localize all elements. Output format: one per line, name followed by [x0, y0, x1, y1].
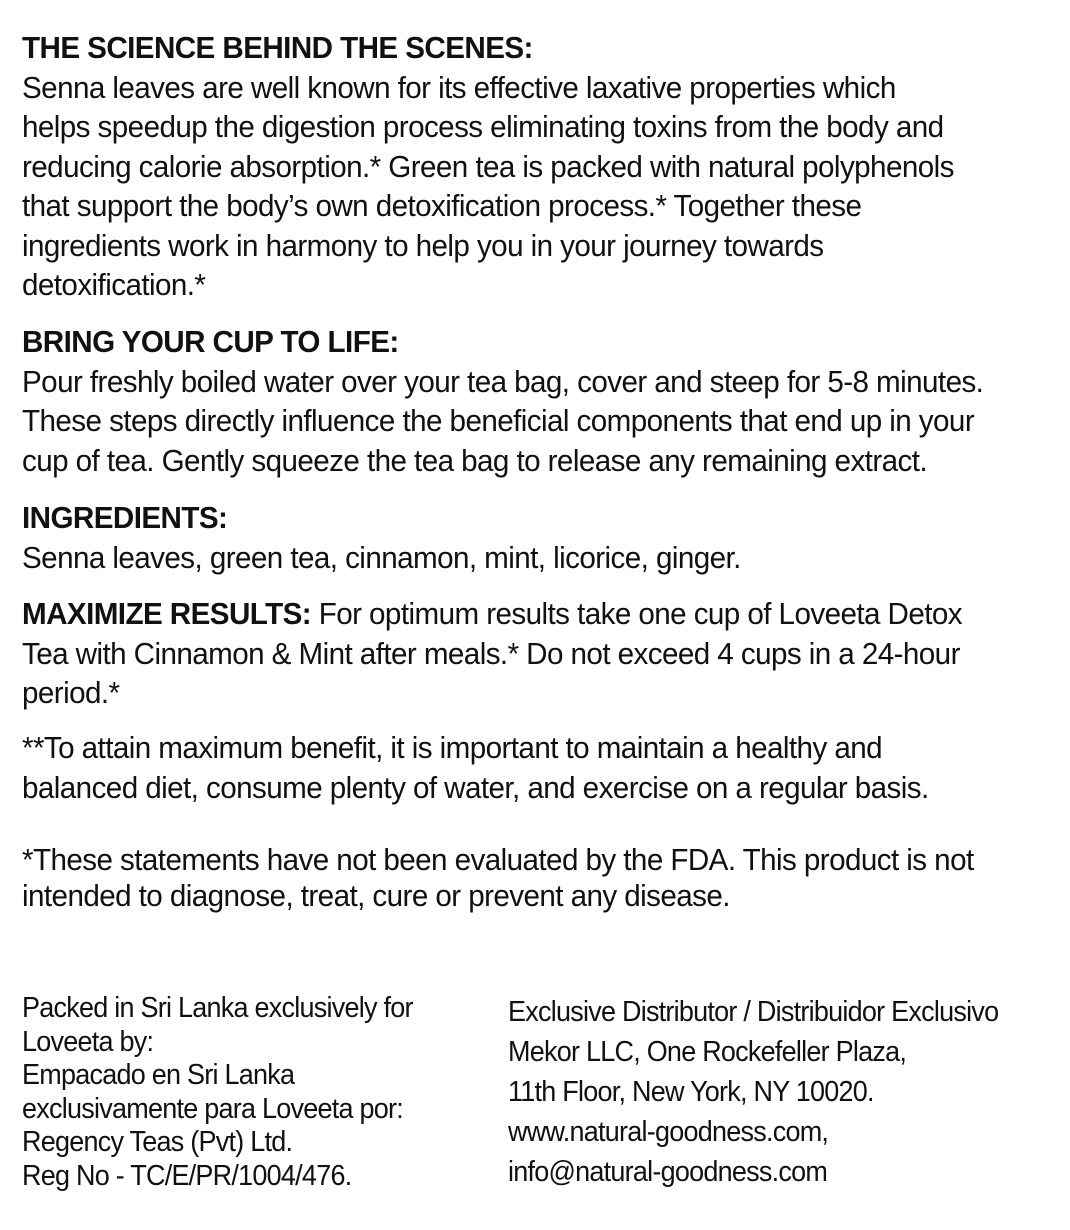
fda-disclaimer [22, 842, 1053, 914]
note-line: balanced diet, consume plenty of water, and exercise on a regular basis. [22, 769, 929, 805]
science-line: ingredients work in harmony to help you in your journey towards [22, 227, 824, 263]
distributor-line: Exclusive Distributor / Distribuidor Exclusivo [508, 996, 999, 1028]
packed-line: exclusivamente para Loveeta por: [22, 1092, 403, 1125]
distributor-line: Mekor LLC, One Rockefeller Plaza, [508, 1036, 907, 1068]
benefit-note [22, 728, 1053, 807]
science-line: that support the body’s own detoxification process.* Together these [22, 188, 862, 223]
science-heading: THE SCIENCE BEHIND THE SCENES: [22, 30, 533, 65]
brew-line: These steps directly influence the beneficial components that end up in your [22, 403, 975, 438]
science-line: detoxification.* [22, 267, 206, 302]
distributor-email: info@natural-goodness.com [508, 1156, 828, 1188]
distributor-info [508, 992, 1066, 1192]
ingredients-text: Senna leaves, green tea, cinnamon, mint, licorice, ginger. [22, 539, 741, 575]
fda-line: intended to diagnose, treat, cure or prevent any disease. [22, 878, 730, 913]
packed-line: Empacado en Sri Lanka [22, 1059, 295, 1091]
packed-line: Loveeta by: [22, 1025, 154, 1058]
maximize-first-line-rest: For optimum results take one cup of Loveeta Detox [311, 596, 963, 631]
packed-line: Regency Teas (Pvt) Ltd. [22, 1126, 293, 1158]
distributor-website: www.natural-goodness.com, [508, 1116, 829, 1148]
maximize-line: period.* [22, 675, 120, 710]
packed-line: Reg No - TC/E/PR/1004/476. [22, 1159, 352, 1192]
maximize-line: Tea with Cinnamon & Mint after meals.* Do not exceed 4 cups in a 24-hour [22, 635, 960, 671]
science-line: reducing calorie absorption.* Green tea is packed with natural polyphenols [22, 148, 954, 184]
brew-heading: BRING YOUR CUP TO LIFE: [22, 324, 399, 359]
note-line: **To attain maximum benefit, it is important to maintain a healthy and [22, 730, 883, 765]
distributor-line: 11th Floor, New York, NY 10020. [508, 1076, 874, 1108]
brew-line: cup of tea. Gently squeeze the tea bag to release any remaining extract. [22, 442, 928, 478]
packed-info [22, 992, 487, 1193]
brew-line: Pour freshly boiled water over your tea bag, cover and steep for 5-8 minutes. [22, 363, 984, 399]
brew-section [22, 322, 1053, 480]
fda-line: *These statements have not been evaluated by the FDA. This product is not [22, 842, 974, 877]
science-section [22, 28, 1053, 305]
science-line: Senna leaves are well known for its effective laxative properties which [22, 69, 896, 105]
ingredients-section [22, 498, 1053, 577]
ingredients-heading: INGREDIENTS: [22, 500, 228, 535]
maximize-heading: MAXIMIZE RESULTS: [22, 596, 312, 631]
maximize-section [22, 594, 1053, 713]
packed-line: Packed in Sri Lanka exclusively for [22, 992, 413, 1024]
maximize-first-line [22, 594, 1053, 634]
science-line: helps speedup the digestion process eliminating toxins from the body and [22, 109, 944, 144]
